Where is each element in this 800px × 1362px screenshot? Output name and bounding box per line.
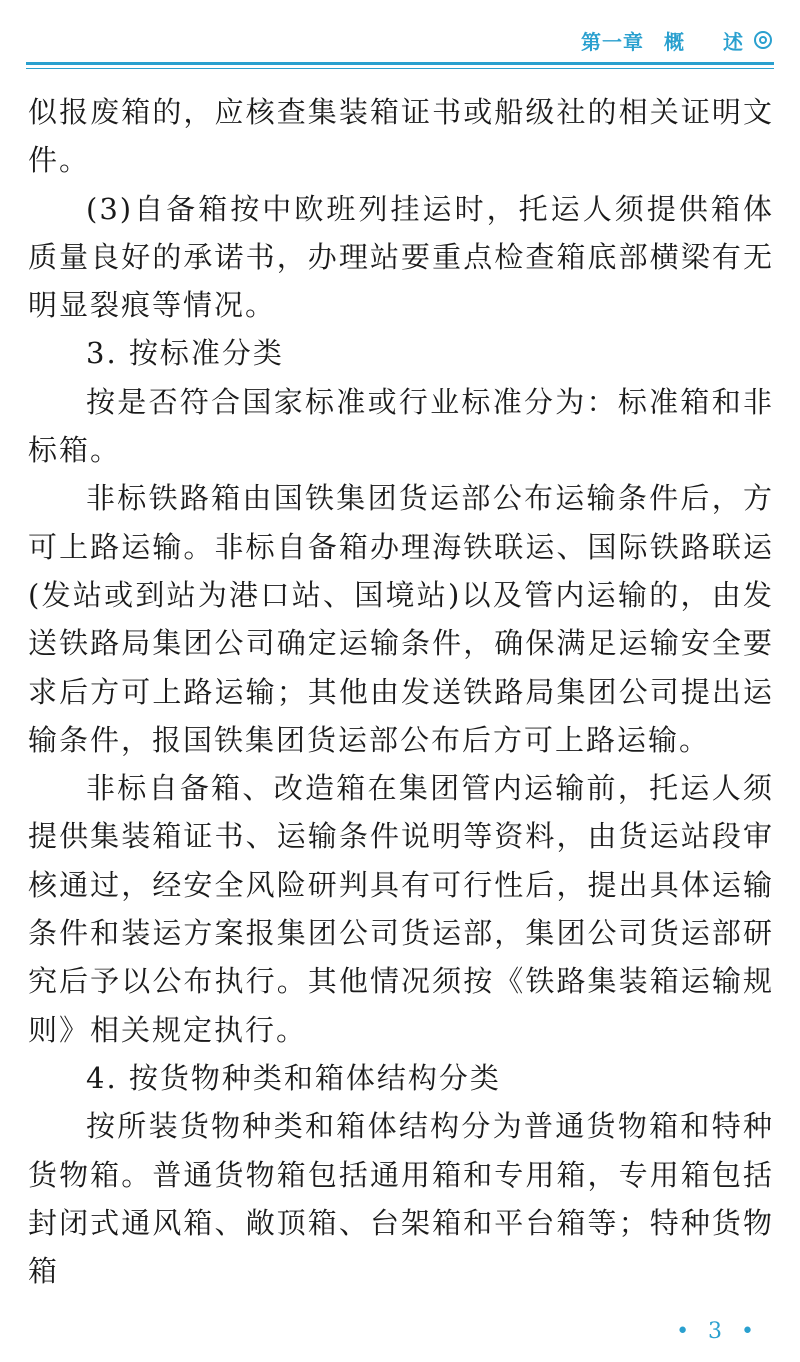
section-heading: 3. 按标准分类 [86, 336, 284, 371]
page-body [28, 88, 774, 1295]
chapter-number: 第一章 [581, 29, 644, 54]
paragraph: (3)自备箱按中欧班列挂运时，托运人须提供箱体质量良好的承诺书，办理站要重点检查箱底部横梁有无明显裂痕等情况。 [28, 191, 774, 323]
paragraph: 按所装货物种类和箱体结构分为普通货物箱和特种货物箱。普通货物箱包括通用箱和专用箱，专用箱包括封闭式通风箱、敞顶箱、台架箱和平台箱等；特种货物箱 [28, 1109, 774, 1289]
chapter-title-part1: 概 [664, 29, 685, 54]
paragraph: 非标自备箱、改造箱在集团管内运输前，托运人须提供集装箱证书、运输条件说明等资料，由货运站段审核通过，经安全风险研判具有可行性后，提出具体运输条件和装运方案报集团公司货运部，集团公司货运部研究后予以公布执行。其他情况须按《铁路集装箱运输规则》相关规定执行。 [28, 771, 774, 1047]
running-header [581, 24, 772, 56]
chapter-title-part2: 述 [723, 29, 744, 54]
header-rule-thick [26, 62, 774, 65]
header-rule-thin [26, 68, 774, 69]
double-circle-icon [754, 31, 772, 49]
section-heading: 4. 按货物种类和箱体结构分类 [86, 1060, 501, 1095]
paragraph: 非标铁路箱由国铁集团货运部公布运输条件后，方可上路运输。非标自备箱办理海铁联运、国际铁路联运(发站或到站为港口站、国境站)以及管内运输的，由发送铁路局集团公司确定运输条件，确保满足运输安全要求后方可上路运输；其他由发送铁路局集团公司提出运输条件，报国铁集团货运部公布后方可上路运输。 [28, 481, 774, 757]
paragraph: 按是否符合国家标准或行业标准分为：标准箱和非标箱。 [28, 384, 774, 468]
page-number: • 3 • [676, 1319, 760, 1344]
paragraph-continuation: 似报废箱的，应核查集装箱证书或船级社的相关证明文件。 [28, 95, 774, 178]
